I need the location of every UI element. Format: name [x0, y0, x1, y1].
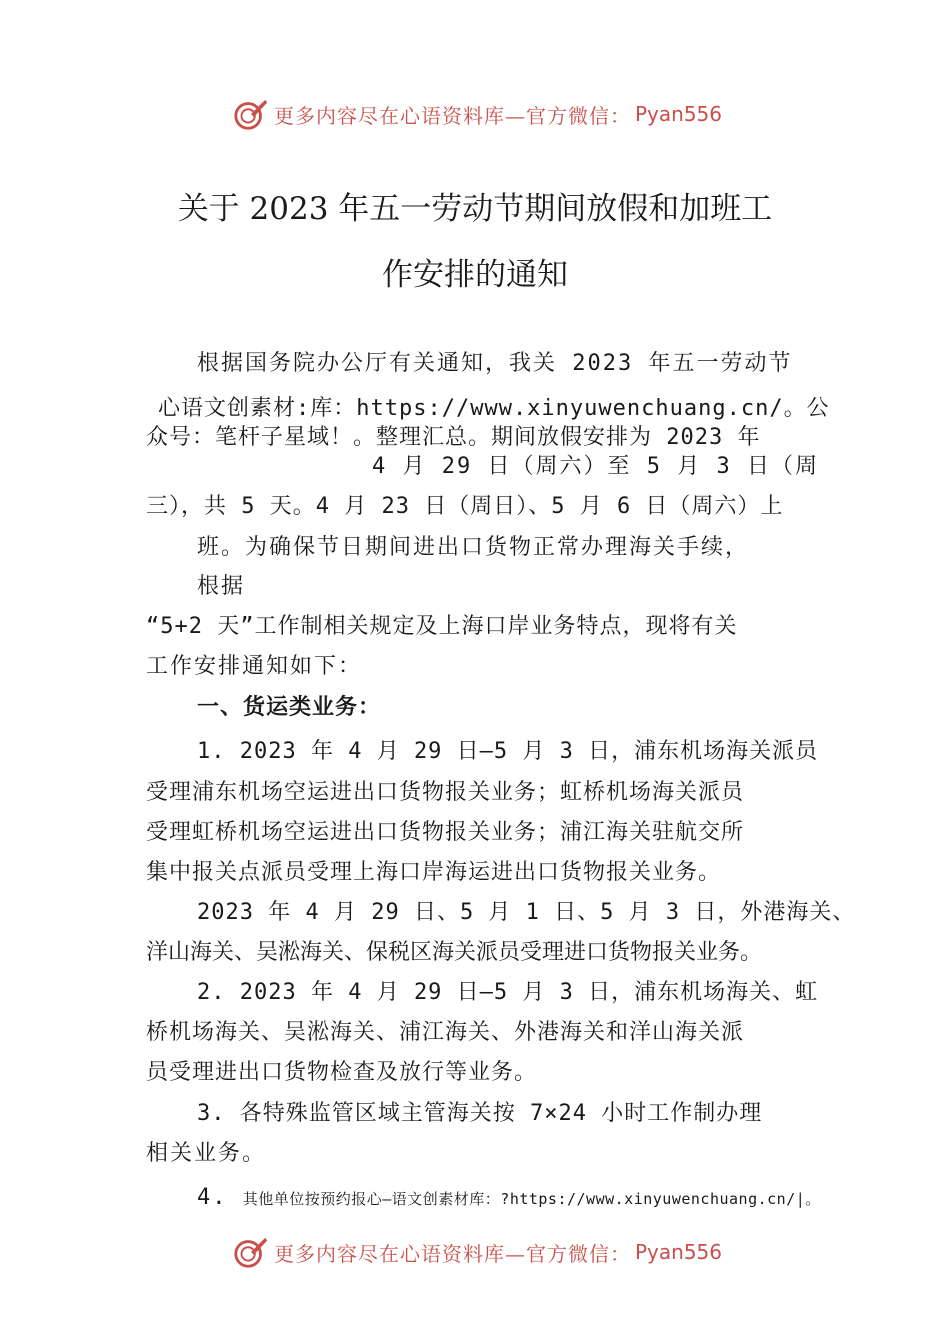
body-line: 根据国务院办公厅有关通知，我关 2023 年五一劳动节: [197, 351, 793, 376]
body-line: 员受理进出口货物检查及放行等业务。: [146, 1060, 538, 1085]
body-line: 2. 2023 年 4 月 29 日—5 月 3 日，浦东机场海关、虹: [197, 980, 819, 1005]
body-line: 1. 2023 年 4 月 29 日—5 月 3 日，浦东机场海关派员: [197, 739, 819, 764]
body-line: 心语文创素材:库：https://www.xinyuwenchuang.cn/。公: [158, 396, 830, 421]
watermark-footer: [232, 1232, 722, 1272]
body-line: 众号：笔杆子星域！。整理汇总。期间放假安排为 2023 年: [146, 425, 761, 450]
body-line: 三），共 5 天。4 月 23 日（周日）、5 月 6 日（周六）上: [146, 494, 784, 519]
body-line: 桥机场海关、吴淞海关、浦江海关、外港海关和洋山海关派: [146, 1020, 745, 1045]
body-line: 洋山海关、吴淞海关、保税区海关派员受理进口货物报关业务。: [146, 940, 763, 965]
body-line: 工作安排通知如下：: [146, 654, 363, 679]
body-line: 集中报关点派员受理上海口岸海运进出口货物报关业务。: [146, 860, 722, 885]
pen-logo-icon: [232, 1233, 270, 1271]
watermark-wechat-id: Pyan556: [635, 1240, 723, 1264]
pen-logo-icon: [232, 95, 270, 133]
body-line: “5+2 天”工作制相关规定及上海口岸业务特点，现将有关: [146, 614, 738, 639]
last-line-text: 其他单位按预约报心—语文创素材库：?https://www.xinyuwenchuang.cn/|。: [242, 1190, 821, 1208]
list-number: 4.: [197, 1185, 228, 1210]
last-line: [197, 1183, 821, 1214]
document-title: [140, 176, 810, 308]
title-line: 作安排的通知: [382, 257, 568, 293]
section-heading: 一、货运类业务：: [197, 695, 382, 720]
body-line: 相关业务。: [146, 1141, 267, 1166]
watermark-text: 更多内容尽在心语资料库—官方微信：: [274, 1241, 631, 1266]
title-line: 关于 2023 年五一劳动节期间放假和加班工: [177, 191, 773, 227]
watermark-wechat-id: Pyan556: [635, 102, 723, 126]
body-line: 根据: [197, 574, 246, 599]
body-line: 受理浦东机场空运进出口货物报关业务；虹桥机场海关派员: [146, 780, 745, 805]
body-line: 2023 年 4 月 29 日、5 月 1 日、5 月 3 日，外港海关、: [197, 900, 856, 925]
body-line: 班。为确保节日期间进出口货物正常办理海关手续，: [197, 535, 750, 560]
body-line: 3. 各特殊监管区域主管海关按 7×24 小时工作制办理: [197, 1101, 763, 1126]
watermark-text: 更多内容尽在心语资料库—官方微信：: [274, 103, 631, 128]
body-line: 受理虹桥机场空运进出口货物报关业务；浦江海关驻航交所: [146, 820, 745, 845]
watermark-header: [232, 94, 722, 134]
body-line: 4 月 29 日（周六）至 5 月 3 日（周: [372, 454, 819, 479]
